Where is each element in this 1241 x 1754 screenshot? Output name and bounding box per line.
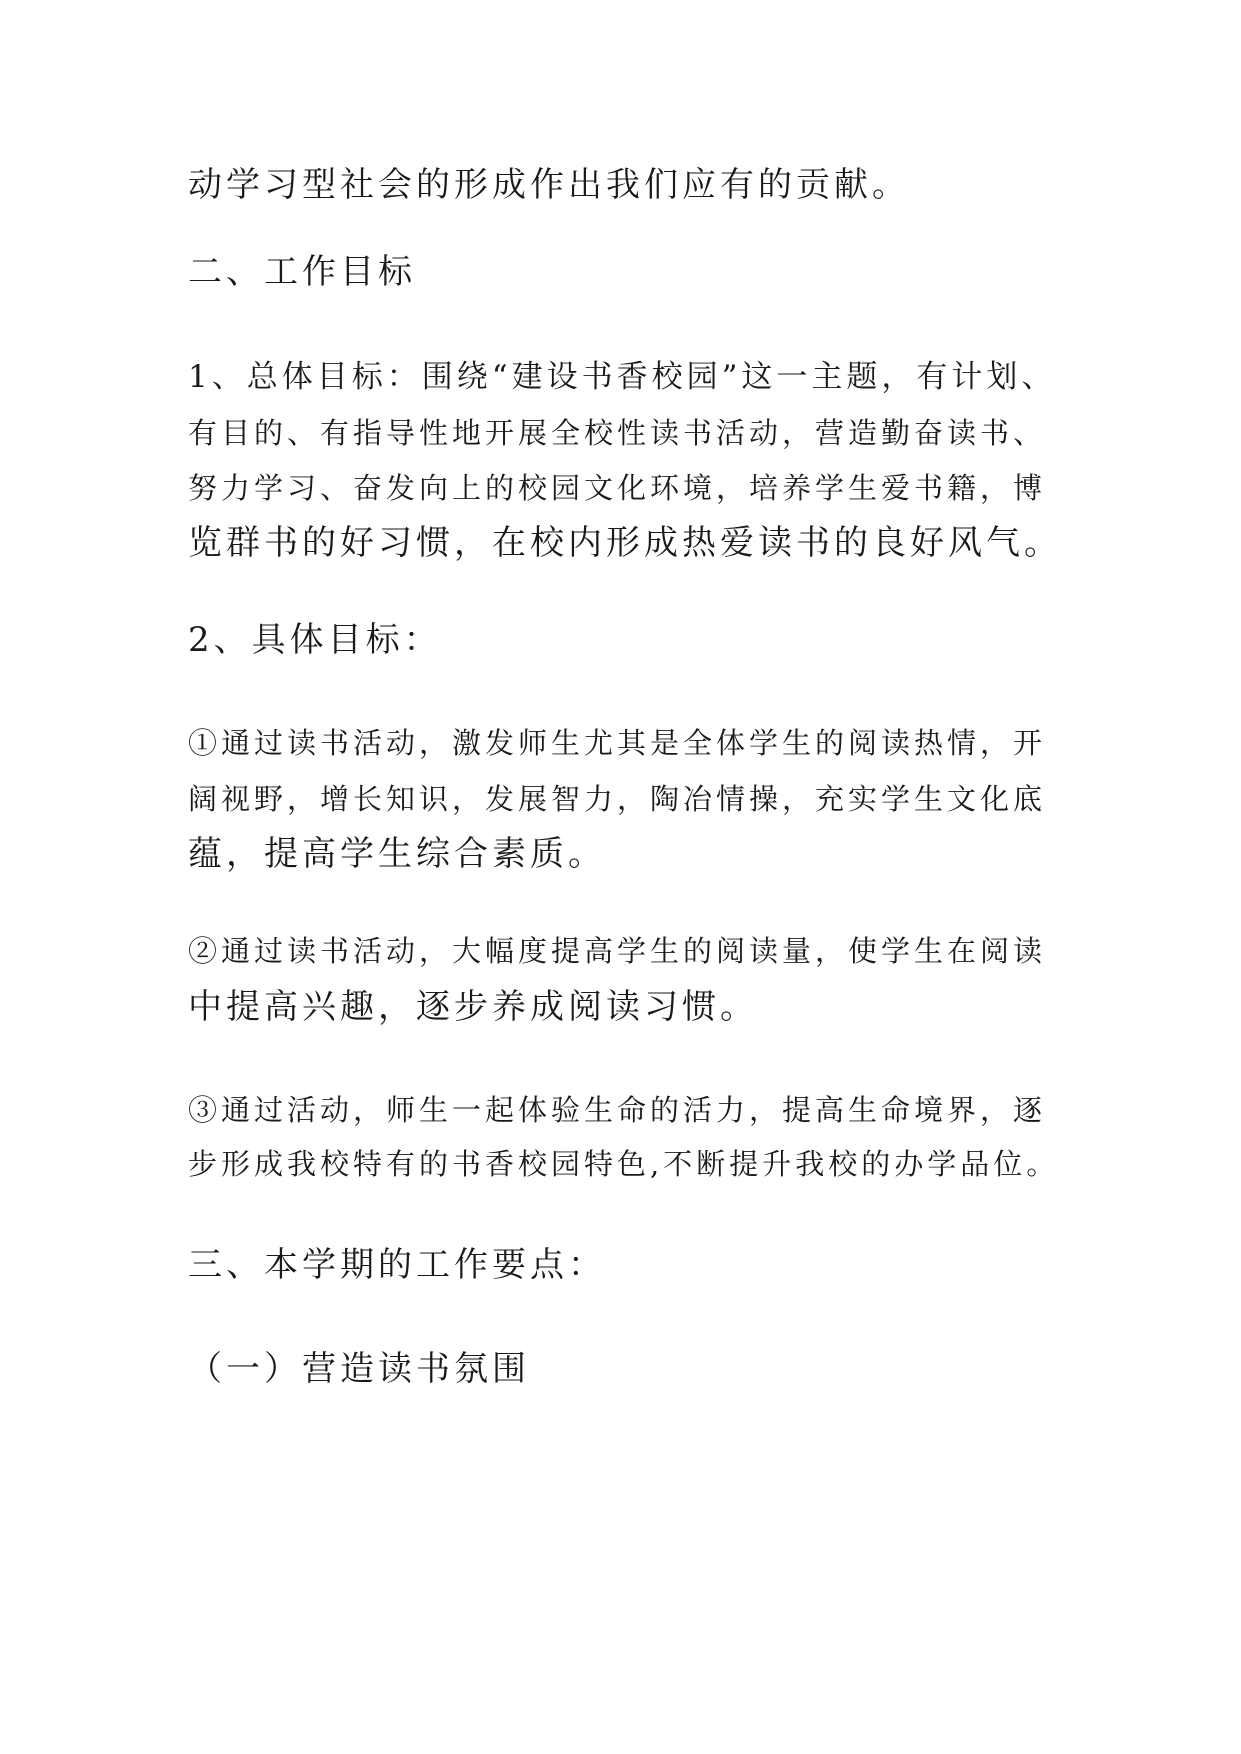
- paragraph-line: 步形成我校特有的书香校园特色,不断提升我校的办学品位。: [188, 1147, 1060, 1181]
- paragraph-line: 览群书的好习惯，在校内形成热爱读书的良好风气。: [188, 523, 1062, 563]
- subsection-heading: （一）营造读书氛围: [188, 1349, 530, 1389]
- paragraph-line: ①通过读书活动，激发师生尤其是全体学生的阅读热情，开: [188, 726, 1047, 760]
- paragraph-line: 阔视野，增长知识，发展智力，陶冶情操，充实学生文化底: [188, 782, 1047, 816]
- paragraph-line: 中提高兴趣，逐步养成阅读习惯。: [188, 987, 758, 1027]
- paragraph-line: 蕴，提高学生综合素质。: [188, 834, 606, 874]
- section-heading: 二、工作目标: [188, 252, 416, 292]
- paragraph-line: 努力学习、奋发向上的校园文化环境，培养学生爱书籍，博: [188, 471, 1047, 505]
- section-heading: 三、本学期的工作要点：: [188, 1245, 606, 1285]
- paragraph-line: 1、总体目标：围绕“建设书香校园”这一主题，有计划、: [188, 359, 1057, 395]
- paragraph-line: ②通过读书活动，大幅度提高学生的阅读量，使学生在阅读: [188, 934, 1047, 968]
- paragraph-line: ③通过活动，师生一起体验生命的活力，提高生命境界，逐: [188, 1093, 1047, 1127]
- paragraph-line: 动学习型社会的形成作出我们应有的贡献。: [188, 165, 910, 205]
- subheading: 2、具体目标：: [188, 620, 442, 660]
- paragraph-line: 有目的、有指导性地开展全校性读书活动，营造勤奋读书、: [188, 416, 1047, 450]
